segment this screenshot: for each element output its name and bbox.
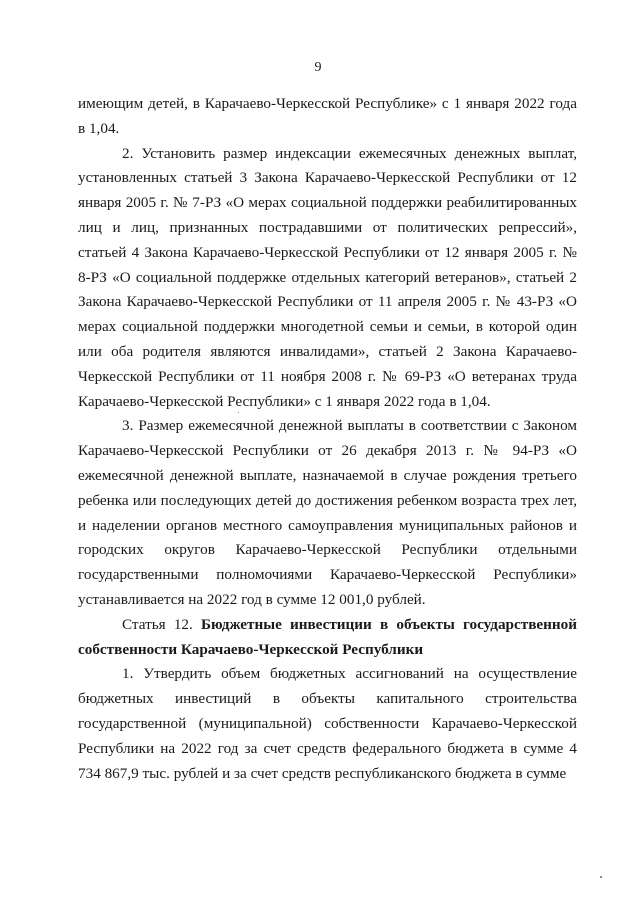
scan-speck <box>600 876 602 878</box>
scan-speck <box>238 412 239 413</box>
article-title: Бюджетные инвестиции в объекты государственной собственности Карачаево-Черкесской Республики <box>78 615 577 658</box>
article-number: Статья 12. <box>122 615 201 633</box>
paragraph-continuation: имеющим детей, в Карачаево-Черкесской Республике» с 1 января 2022 года в 1,04. <box>78 95 577 137</box>
paragraph-article-item-1: 1. Утвердить объем бюджетных ассигнований на осуществление бюджетных инвестиций в объекты капитального строительства государственной (муниципальной) собственности Карачаево-Черкесской Республики на 2022 год за счет средств федерального бюджета в сумме 4 734 867,9 тыс. рублей и за счет средств республиканского бюджета в сумме <box>78 665 577 782</box>
article-heading <box>78 613 577 663</box>
document-body <box>78 92 577 786</box>
page-number: 9 <box>314 60 322 75</box>
paragraph-item-2: 2. Установить размер индексации ежемесячных денежных выплат, установленных статьей 3 Закона Карачаево-Черкесской Республики от 12 января 2005 г. № 7-РЗ «О мерах социальной поддержки реабилитированных лиц и лиц, признанных пострадавшими от политических репрессий», статьей 4 Закона Карачаево-Черкесской Республики от 12 января 2005 г. № 8-РЗ «О социальной поддержке отдельных категорий ветеранов», статьей 2 Закона Карачаево-Черкесской Республики от 11 апреля 2005 г. № 43-РЗ «О мерах социальной поддержки многодетной семьи и семьи, в которой один или оба родителя являются инвалидами», статьей 2 Закона Карачаево-Черкесской Республики от 11 ноября 2008 г. № 69-РЗ «О ветеранах труда Карачаево-Черкесской Республики» с 1 января 2022 года в 1,04. <box>78 144 577 410</box>
paragraph-item-3: 3. Размер ежемесячной денежной выплаты в соответствии с Законом Карачаево-Черкесской Республики от 26 декабря 2013 г. № 94-РЗ «О ежемесячной денежной выплате, назначаемой в случае рождения третьего ребенка или последующих детей до достижения ребенком возраста трех лет, и наделении органов местного самоуправления муниципальных районов и городских округов Карачаево-Черкесской Республики отдельными государственными полномочиями Карачаево-Черкесской Республики» устанавливается на 2022 год в сумме 12 001,0 рублей. <box>78 417 577 608</box>
